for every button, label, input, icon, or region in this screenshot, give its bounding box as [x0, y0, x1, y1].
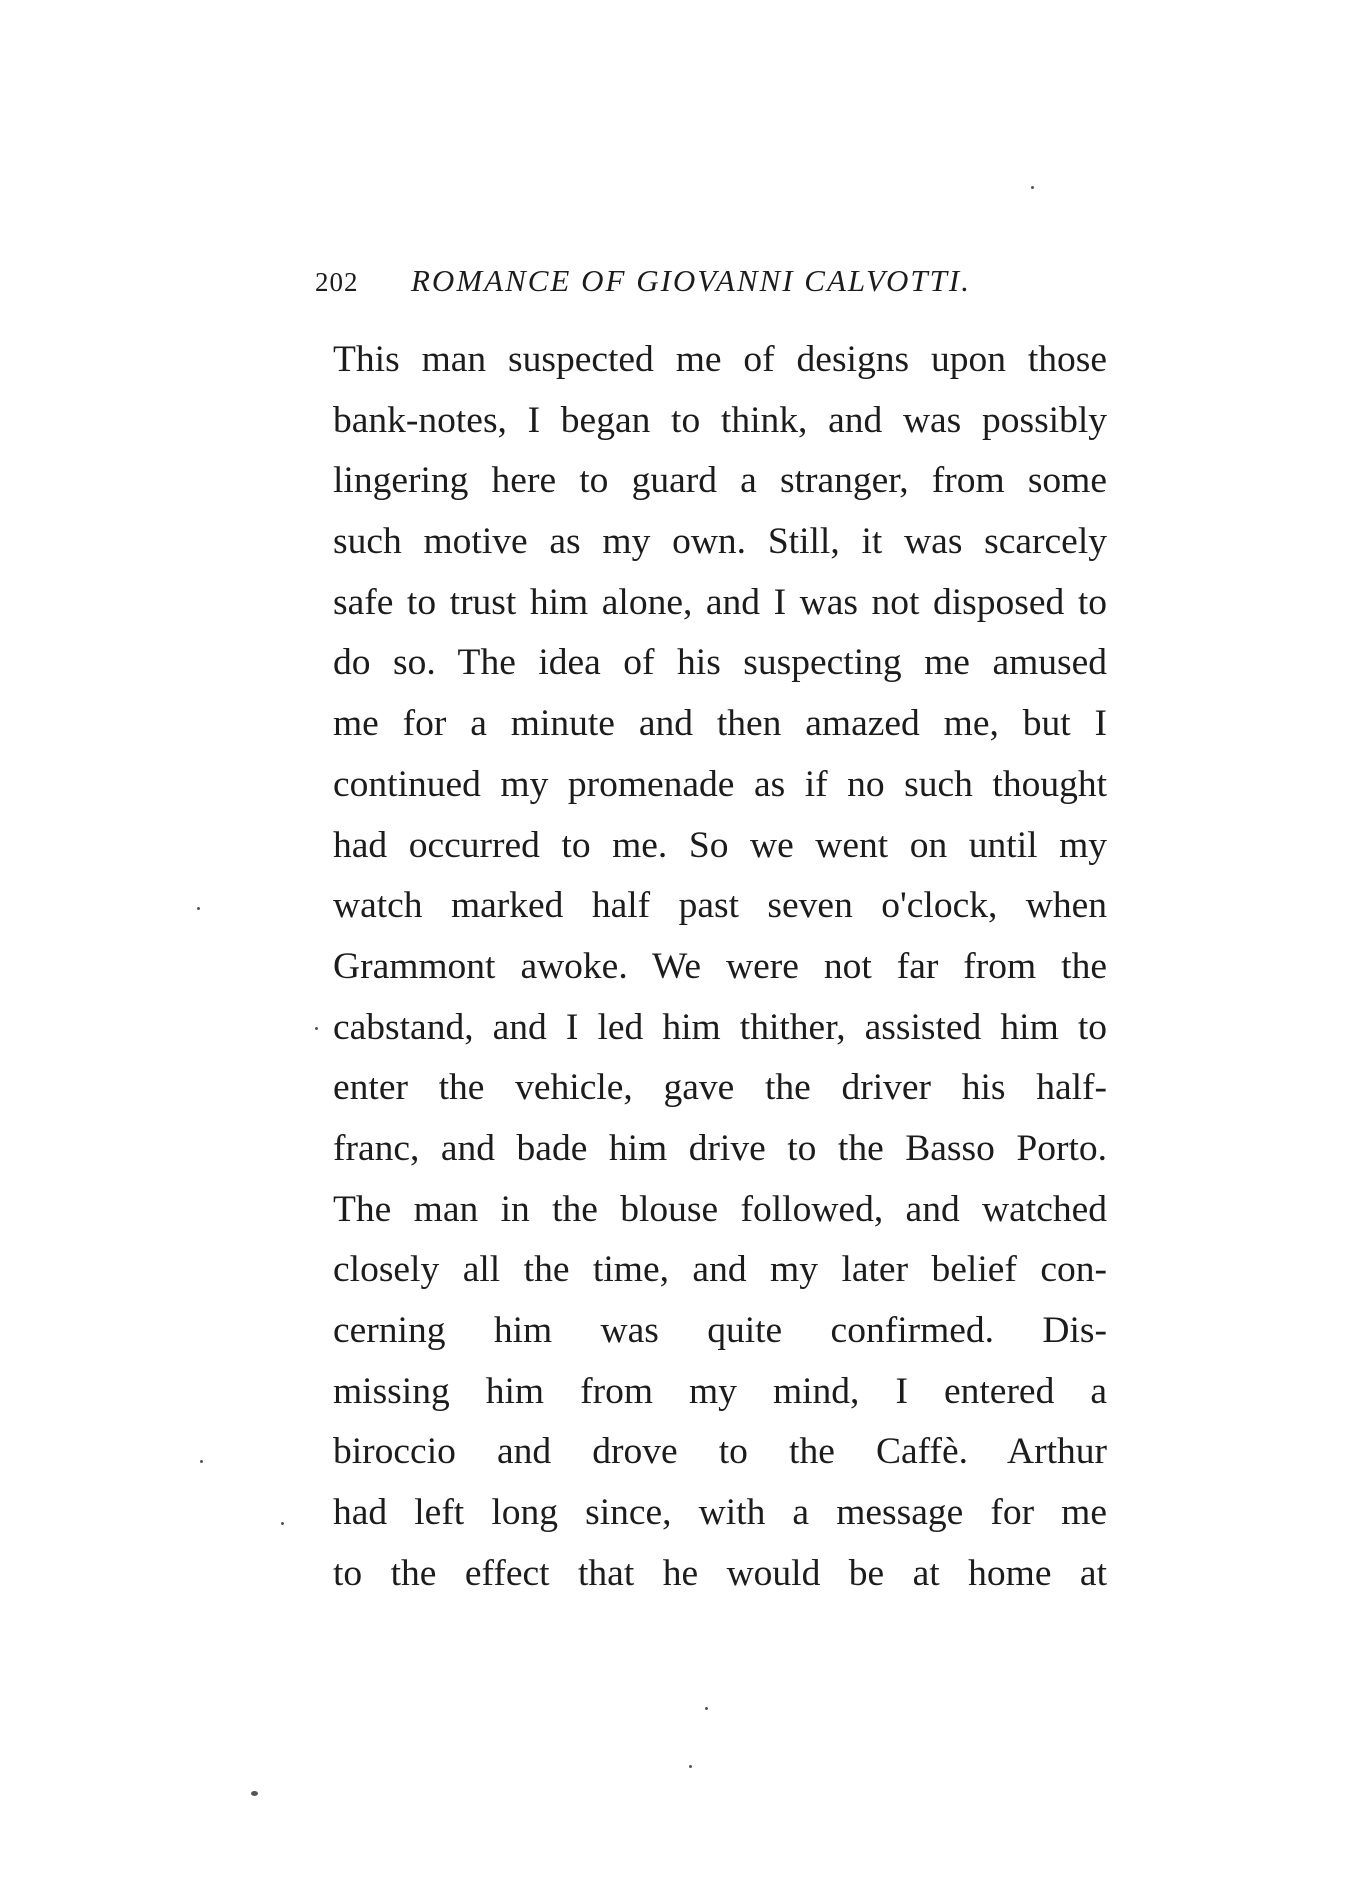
text-line: had occurred to me. So we went on until my: [333, 824, 1107, 866]
text-line: bank-notes, I began to think, and was possibly: [333, 399, 1107, 441]
text-line: franc, and bade him drive to the Basso Porto.: [333, 1127, 1107, 1169]
text-line: do so. The idea of his suspecting me amused: [333, 642, 1107, 684]
scan-speck: [689, 1765, 692, 1768]
scan-speck: [1031, 186, 1034, 189]
text-line: watch marked half past seven o'clock, when: [333, 885, 1107, 927]
page-number: 202: [315, 267, 359, 297]
text-line: cabstand, and I led him thither, assisted him to: [333, 1006, 1107, 1048]
text-line: such motive as my own. Still, it was scarcely: [333, 521, 1107, 563]
scan-speck: [251, 1791, 258, 1796]
scan-speck: [200, 1460, 203, 1463]
scan-speck: [315, 1027, 318, 1030]
text-line: cerning him was quite confirmed. Dis-: [333, 1310, 1107, 1351]
text-line: enter the vehicle, gave the driver his half-: [333, 1067, 1107, 1109]
text-line: safe to trust him alone, and I was not disposed to: [333, 581, 1107, 623]
text-line: me for a minute and then amazed me, but I: [333, 703, 1107, 745]
text-line: had left long since, with a message for me: [333, 1492, 1107, 1534]
scan-speck: [281, 1522, 284, 1525]
text-line: lingering here to guard a stranger, from some: [333, 460, 1107, 502]
text-line: to the effect that he would be at home at: [333, 1552, 1107, 1594]
page-header: [315, 263, 1115, 303]
text-line: continued my promenade as if no such thought: [333, 763, 1107, 805]
scan-speck: [705, 1707, 708, 1710]
text-line: This man suspected me of designs upon those: [333, 339, 1107, 380]
text-line: missing him from my mind, I entered a: [333, 1370, 1107, 1412]
text-line: biroccio and drove to the Caffè. Arthur: [333, 1431, 1107, 1473]
text-line: The man in the blouse followed, and watched: [333, 1188, 1107, 1230]
scan-speck: [197, 907, 200, 910]
text-line: closely all the time, and my later belief con-: [333, 1249, 1107, 1291]
running-title: ROMANCE OF GIOVANNI CALVOTTI.: [411, 263, 971, 298]
text-line: Grammont awoke. We were not far from the: [333, 945, 1107, 987]
body-text: [333, 330, 1107, 1604]
